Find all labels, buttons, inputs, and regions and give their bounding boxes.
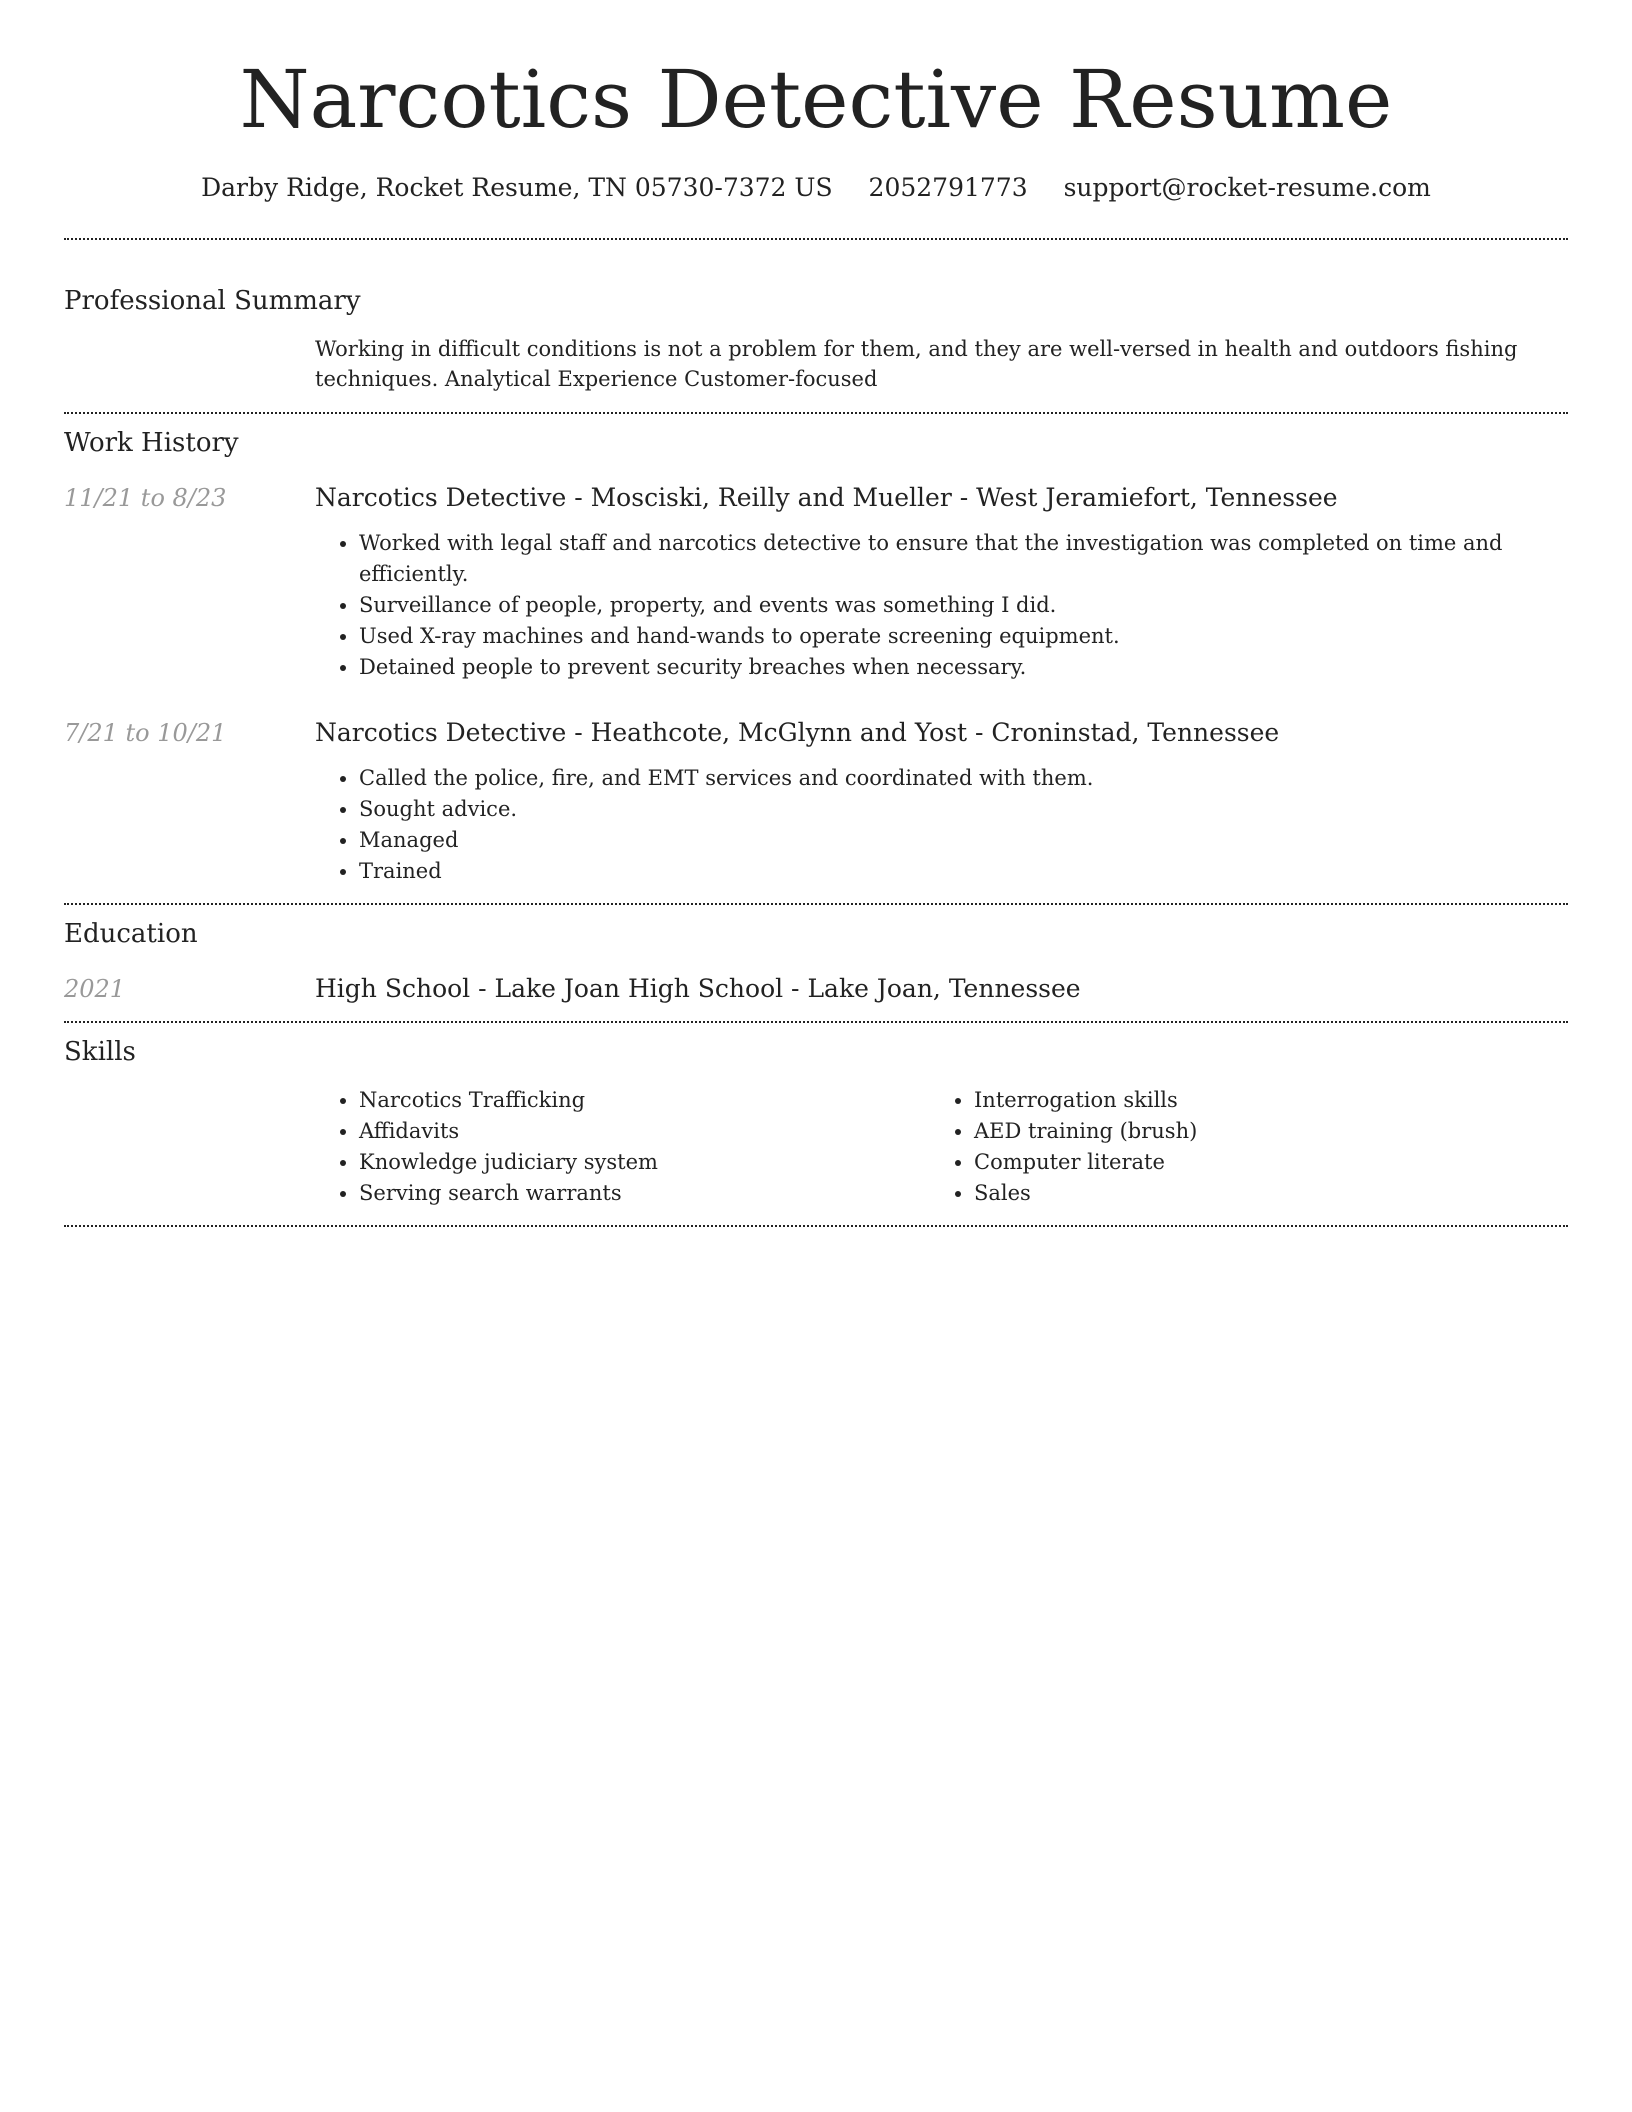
job-body bbox=[315, 717, 1568, 887]
list-item: • Detained people to prevent security breaches when necessary. bbox=[359, 652, 1568, 683]
skills-column-right bbox=[930, 1085, 1545, 1209]
section-divider bbox=[64, 1225, 1568, 1227]
work-history-section bbox=[64, 414, 1568, 903]
job-entry bbox=[64, 717, 1568, 887]
education-body bbox=[315, 973, 1568, 1005]
job-body bbox=[315, 482, 1568, 683]
contact-line bbox=[64, 170, 1568, 206]
list-item: • Worked with legal staff and narcotics detective to ensure that the investigation was completed on time and efficiently. bbox=[359, 528, 1568, 590]
skill-item: • Interrogation skills bbox=[974, 1085, 1545, 1116]
job-title: Narcotics Detective - Heathcote, McGlynn and Yost - Croninstad, Tennessee bbox=[315, 718, 1280, 747]
job-bullets bbox=[315, 763, 1568, 887]
job-entry bbox=[64, 482, 1568, 683]
education-section bbox=[64, 905, 1568, 1021]
skill-item: • Serving search warrants bbox=[359, 1178, 930, 1209]
education-title: High School - Lake Joan High School - Lake Joan, Tennessee bbox=[315, 974, 1081, 1003]
job-dates: 11/21 to 8/23 bbox=[64, 484, 227, 512]
contact-address: Darby Ridge, Rocket Resume, TN 05730-7372 US bbox=[201, 173, 833, 202]
resume-title: Narcotics Detective Resume bbox=[239, 53, 1393, 146]
education-entry bbox=[64, 973, 1568, 1005]
professional-summary-section bbox=[64, 240, 1568, 412]
list-item: • Managed bbox=[359, 825, 1568, 856]
list-item: • Used X-ray machines and hand-wands to operate screening equipment. bbox=[359, 621, 1568, 652]
skill-item: • Computer literate bbox=[974, 1147, 1545, 1178]
contact-phone: 2052791773 bbox=[868, 173, 1028, 202]
education-year: 2021 bbox=[64, 975, 126, 1003]
skills-column-left bbox=[315, 1085, 930, 1209]
skill-item: • Affidavits bbox=[359, 1116, 930, 1147]
skill-item: • Narcotics Trafficking bbox=[359, 1085, 930, 1116]
list-item: • Trained bbox=[359, 856, 1568, 887]
list-item: • Sought advice. bbox=[359, 794, 1568, 825]
section-heading-education: Education bbox=[64, 919, 198, 949]
list-item: • Surveillance of people, property, and events was something I did. bbox=[359, 590, 1568, 621]
skill-item: • Knowledge judiciary system bbox=[359, 1147, 930, 1178]
section-heading-skills: Skills bbox=[64, 1037, 136, 1067]
summary-text: Working in difficult conditions is not a problem for them, and they are well-versed in health and outdoors fishing techniques. Analytical Experience Customer-focused bbox=[315, 337, 1518, 391]
list-item: • Called the police, fire, and EMT services and coordinated with them. bbox=[359, 763, 1568, 794]
section-heading-work: Work History bbox=[64, 428, 239, 458]
job-title: Narcotics Detective - Mosciski, Reilly and Mueller - West Jeramiefort, Tennessee bbox=[315, 483, 1338, 512]
section-heading-summary: Professional Summary bbox=[64, 286, 361, 316]
job-bullets bbox=[315, 528, 1568, 683]
contact-email: support@rocket-resume.com bbox=[1063, 173, 1431, 202]
skills-section bbox=[64, 1023, 1568, 1225]
skill-item: • AED training (brush) bbox=[974, 1116, 1545, 1147]
job-dates: 7/21 to 10/21 bbox=[64, 719, 227, 747]
skill-item: • Sales bbox=[974, 1178, 1545, 1209]
skills-grid bbox=[315, 1085, 1568, 1209]
